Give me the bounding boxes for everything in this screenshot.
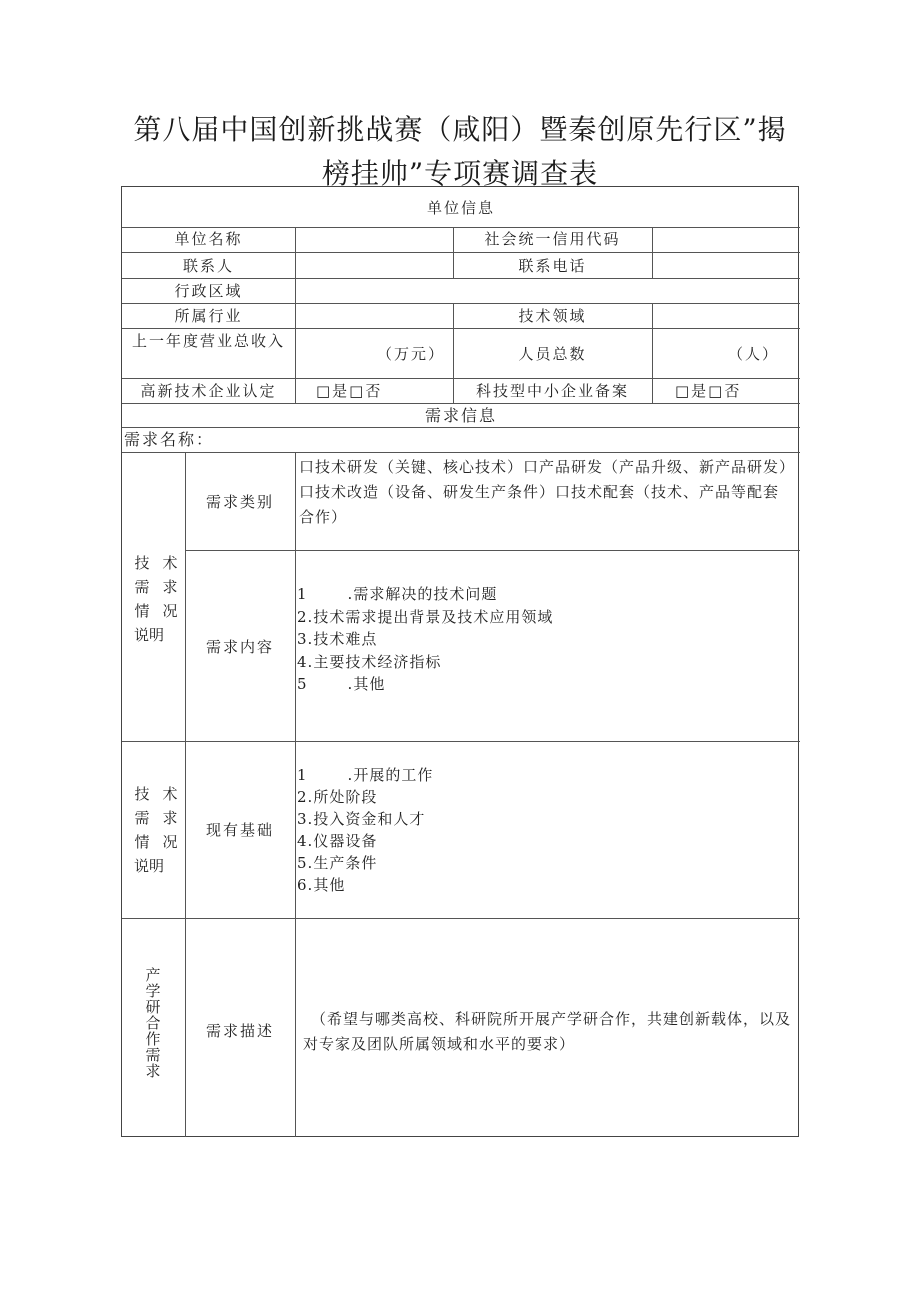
list-item: 1 .开展的工作	[297, 766, 434, 784]
col-rule	[295, 452, 296, 1137]
industry-field[interactable]	[296, 304, 452, 328]
staff-label: 人员总数	[518, 345, 587, 363]
credit-code-field[interactable]	[653, 228, 799, 252]
hitech-checkboxes[interactable]: □是□否	[316, 382, 383, 400]
sme-checkboxes[interactable]: □是□否	[675, 382, 742, 400]
demand-content-list	[297, 583, 553, 696]
admin-area-field[interactable]	[296, 279, 799, 303]
tech-field-label: 技术领域	[518, 307, 587, 325]
industry-label: 所属行业	[174, 307, 243, 325]
tech-demand-side-label-2: 技 术 需 求 情 况 说明	[134, 785, 178, 875]
demand-description-label: 需求描述	[205, 1022, 274, 1040]
contact-label: 联系人	[182, 257, 234, 275]
phone-label: 联系电话	[518, 257, 587, 275]
row-rule	[122, 741, 800, 742]
demand-name-field[interactable]	[232, 429, 798, 451]
contact-field[interactable]	[296, 253, 452, 278]
revenue-unit: （万元）	[377, 345, 446, 363]
demand-category-options[interactable]: 口技术研发（关键、核心技术）口产品研发（产品升级、新产品研发）口技术改造（设备、研发生产条件）口技术配套（技术、产品等配套合作）	[299, 458, 788, 526]
form-title-line-2: 榜挂帅”专项赛调查表	[321, 157, 599, 190]
list-item: 4.仪器设备	[297, 832, 378, 850]
industry-academia-side-label: 产学研合作需求	[145, 966, 161, 1080]
list-item: 4.主要技术经济指标	[297, 652, 442, 671]
row-rule	[185, 550, 800, 551]
demand-description-text[interactable]: （希望与哪类高校、科研院所开展产学研合作，共建创新载体，以及对专家及团队所属领域和水平的要求）	[303, 1010, 792, 1053]
existing-basis-label: 现有基础	[205, 821, 274, 839]
demand-content-label: 需求内容	[205, 638, 274, 656]
row-rule	[122, 452, 800, 453]
list-item: 2.技术需求提出背景及技术应用领域	[297, 607, 554, 626]
demand-name-label: 需求名称：	[124, 430, 215, 449]
row-rule	[122, 427, 800, 428]
row-rule	[122, 378, 800, 379]
list-item: 3.投入资金和人才	[297, 810, 426, 828]
tech-field-field[interactable]	[653, 304, 799, 328]
staff-unit: （人）	[728, 345, 780, 363]
demand-category-label: 需求类别	[205, 493, 274, 511]
row-rule	[122, 403, 800, 404]
list-item: 6.其他	[297, 876, 346, 894]
list-item: 2.所处阶段	[297, 788, 378, 806]
unit-info-header: 单位信息	[426, 199, 495, 217]
hitech-label: 高新技术企业认定	[140, 382, 277, 400]
form-title-line-1: 第八届中国创新挑战赛（咸阳）暨秦创原先行区”揭	[133, 113, 787, 146]
list-item: 5 .其他	[297, 675, 386, 693]
tech-demand-side-label: 技 术 需 求 情 况 说明	[134, 554, 178, 644]
list-item: 5.生产条件	[297, 854, 378, 872]
sme-label: 科技型中小企业备案	[475, 382, 629, 400]
demand-info-header: 需求信息	[424, 406, 497, 425]
credit-code-label: 社会统一信用代码	[484, 230, 621, 248]
revenue-label: 上一年度营业总收入	[131, 332, 285, 350]
row-rule	[122, 918, 800, 919]
admin-area-label: 行政区域	[174, 282, 243, 300]
survey-form-table	[121, 186, 799, 1137]
list-item: 3.技术难点	[297, 630, 378, 648]
unit-name-field[interactable]	[296, 228, 452, 252]
unit-name-label: 单位名称	[174, 230, 243, 248]
existing-basis-list	[297, 764, 433, 896]
list-item: 1 .需求解决的技术问题	[297, 585, 498, 603]
phone-field[interactable]	[653, 253, 799, 278]
